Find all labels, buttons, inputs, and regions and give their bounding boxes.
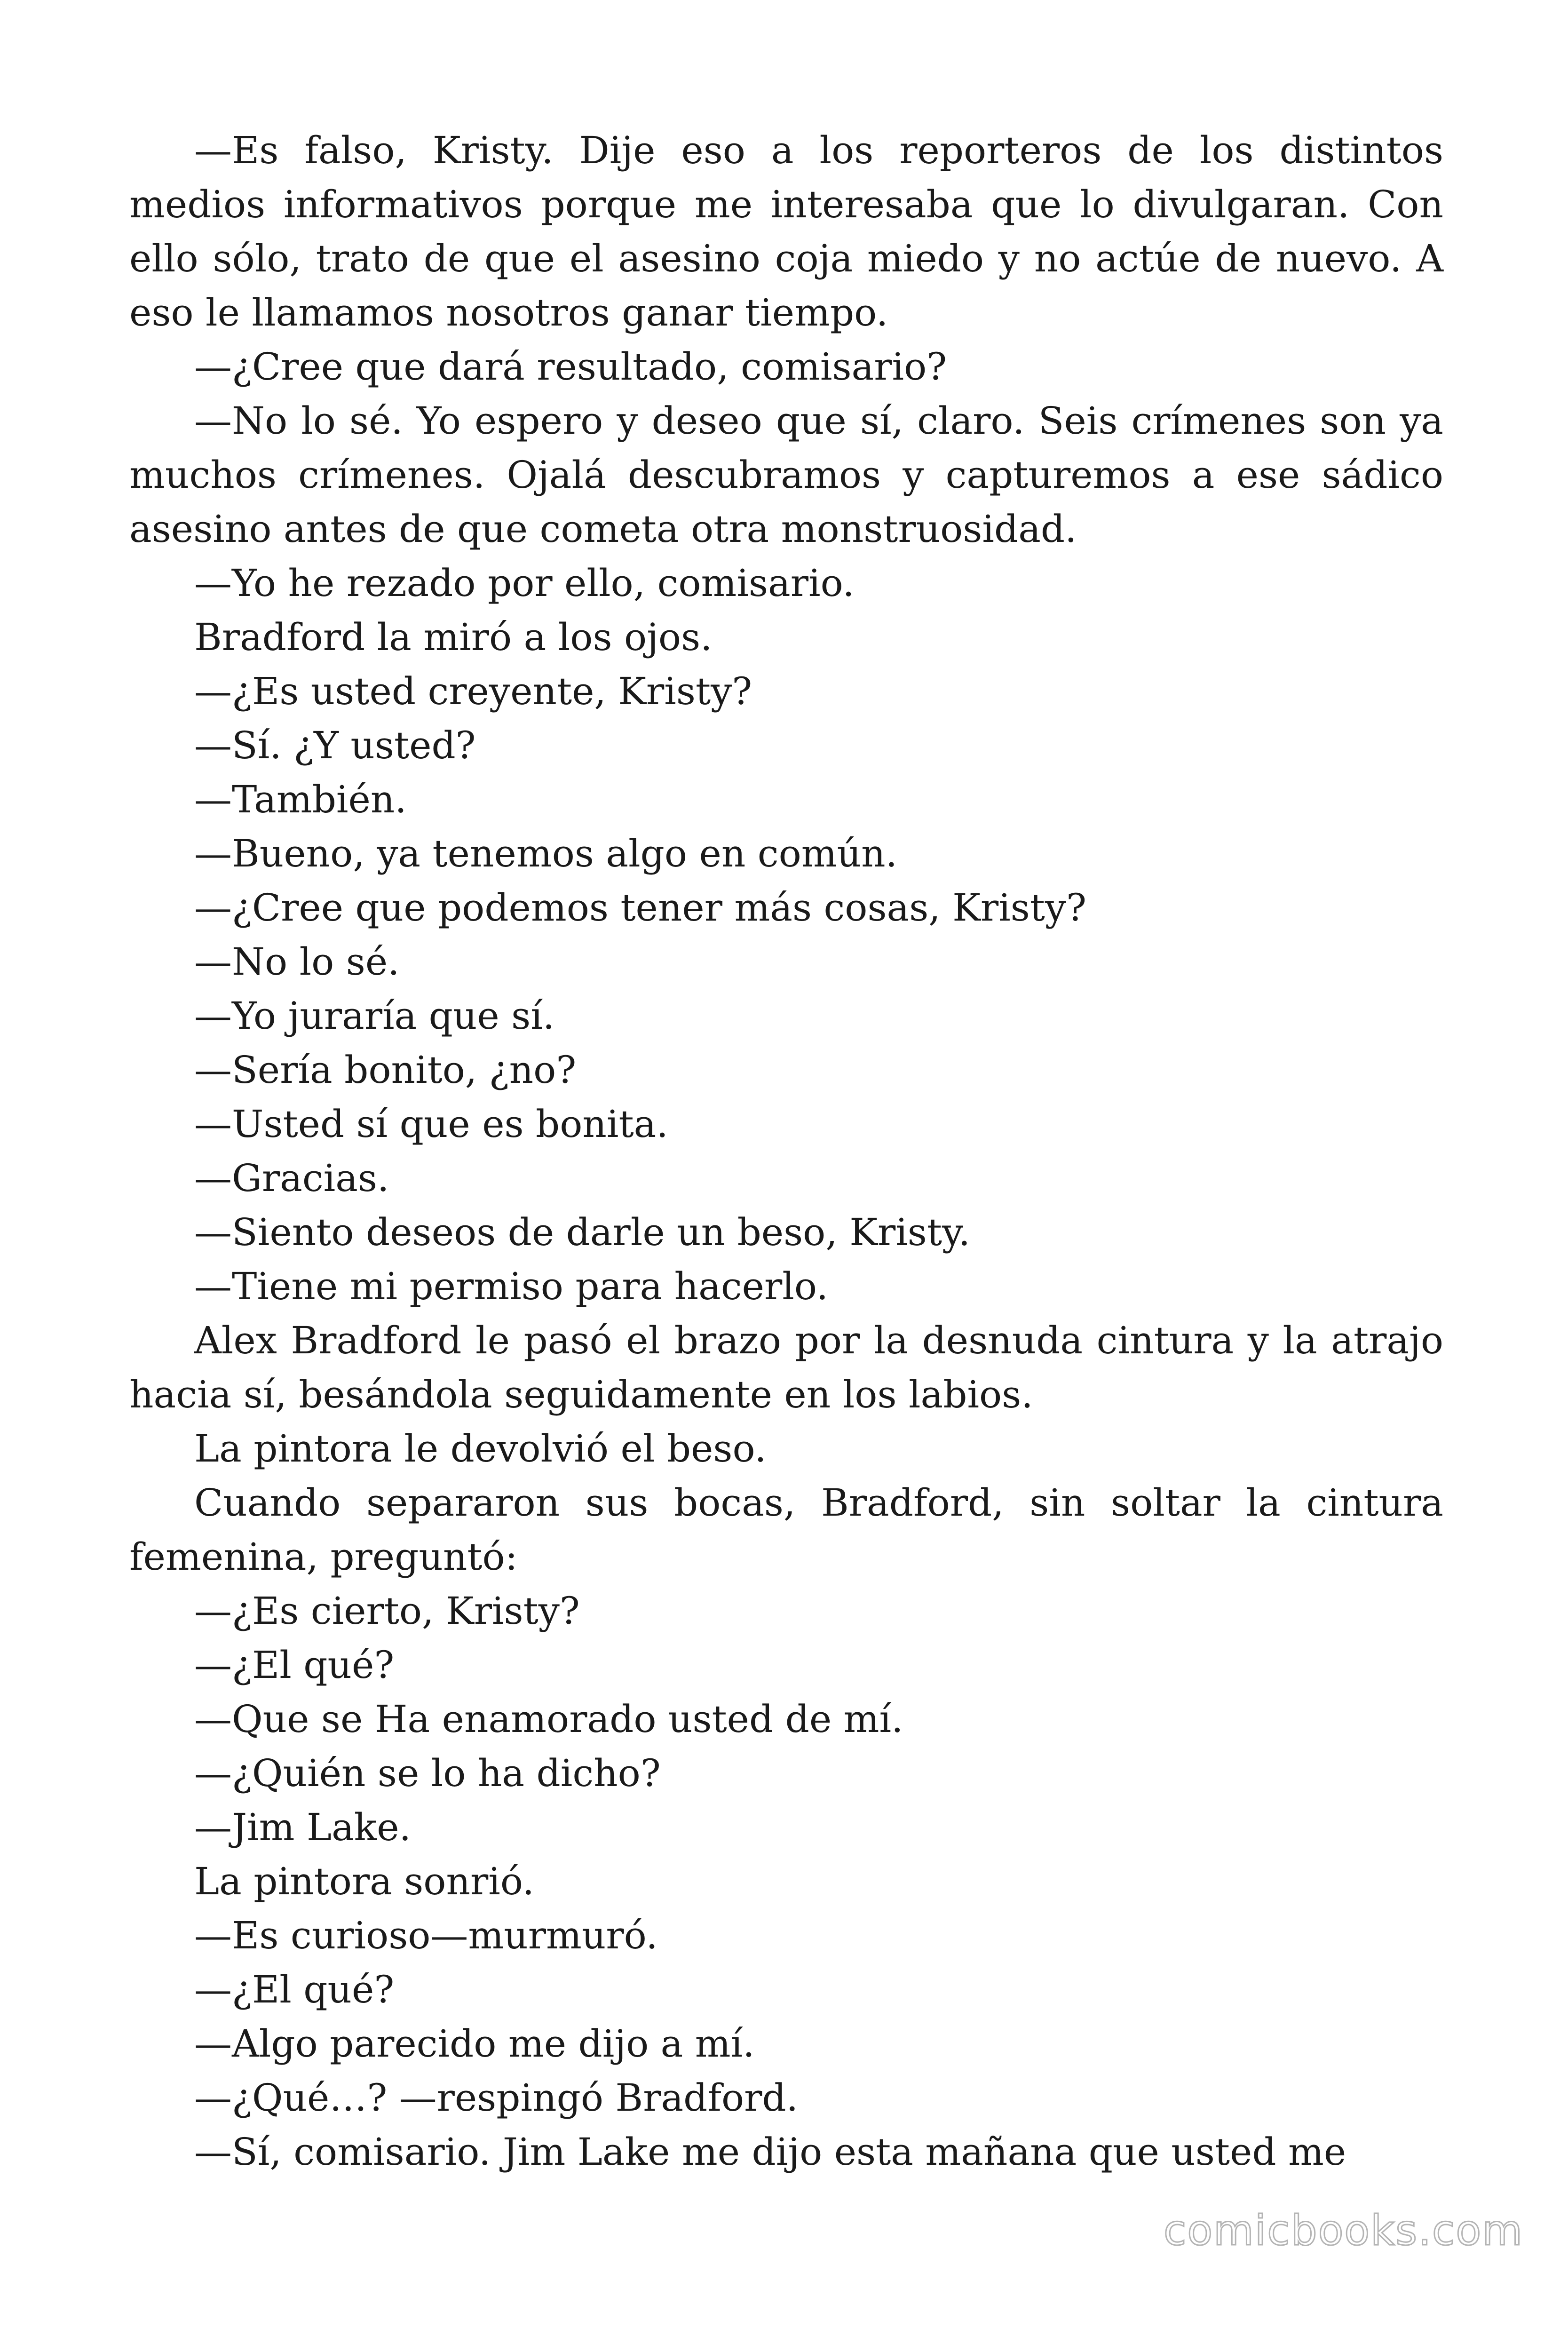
paragraph: —También. xyxy=(194,778,407,821)
paragraph: —¿El qué? xyxy=(194,1968,395,2011)
paragraph: —Yo he rezado por ello, comisario. xyxy=(194,561,855,605)
paragraph: —Bueno, ya tenemos algo en común. xyxy=(194,832,898,875)
paragraph: —Yo juraría que sí. xyxy=(194,994,555,1038)
paragraph: —Es curioso—murmuró. xyxy=(194,1914,658,1957)
paragraph: —¿Cree que dará resultado, comisario? xyxy=(194,345,947,389)
paragraph: La pintora sonrió. xyxy=(194,1859,535,1903)
paragraph: —Siento deseos de darle un beso, Kristy. xyxy=(194,1210,970,1254)
paragraph: —No lo sé. xyxy=(194,940,400,984)
paragraph: —¿El qué? xyxy=(194,1643,395,1687)
paragraph: —¿Es cierto, Kristy? xyxy=(194,1589,580,1633)
paragraph: —No lo sé. Yo espero y deseo que sí, claro. Seis crímenes son ya muchos crímenes. Ojalá descubramos y capturemos a ese sádico asesino antes de que cometa otra monstruosidad. xyxy=(129,399,1443,551)
paragraph: —¿Es usted creyente, Kristy? xyxy=(194,669,752,713)
watermark: comicbooks.com xyxy=(1163,2206,1523,2255)
paragraph: —¿Qué…? —respingó Bradford. xyxy=(194,2076,799,2120)
paragraph: La pintora le devolvió el beso. xyxy=(194,1427,767,1470)
paragraph: Cuando separaron sus bocas, Bradford, sin soltar la cintura femenina, preguntó: xyxy=(129,1481,1443,1579)
paragraph: —Sería bonito, ¿no? xyxy=(194,1048,577,1092)
paragraph: —¿Cree que podemos tener más cosas, Kristy? xyxy=(194,886,1086,930)
paragraph: —Tiene mi permiso para hacerlo. xyxy=(194,1264,829,1308)
paragraph: —Que se Ha enamorado usted de mí. xyxy=(194,1697,903,1741)
paragraph: —Sí, comisario. Jim Lake me dijo esta mañana que usted me xyxy=(194,2130,1346,2174)
paragraph: —Algo parecido me dijo a mí. xyxy=(194,2022,755,2066)
paragraph: —Es falso, Kristy. Dije eso a los reporteros de los distintos medios informativos porque me interesaba que lo divulgaran. Con ello sólo, trato de que el asesino coja miedo y no actúe de nuevo. A eso le llamamos nosotros ganar tiempo. xyxy=(129,128,1443,334)
paragraph: Bradford la miró a los ojos. xyxy=(194,615,713,659)
paragraph: —Usted sí que es bonita. xyxy=(194,1102,668,1146)
paragraph: Alex Bradford le pasó el brazo por la desnuda cintura y la atrajo hacia sí, besándola seguidamente en los labios. xyxy=(129,1319,1443,1416)
paragraph: —Sí. ¿Y usted? xyxy=(194,723,476,767)
book-page-text xyxy=(129,123,1443,2179)
paragraph: —Jim Lake. xyxy=(194,1805,412,1849)
paragraph: —Gracias. xyxy=(194,1156,389,1200)
paragraph: —¿Quién se lo ha dicho? xyxy=(194,1751,661,1795)
